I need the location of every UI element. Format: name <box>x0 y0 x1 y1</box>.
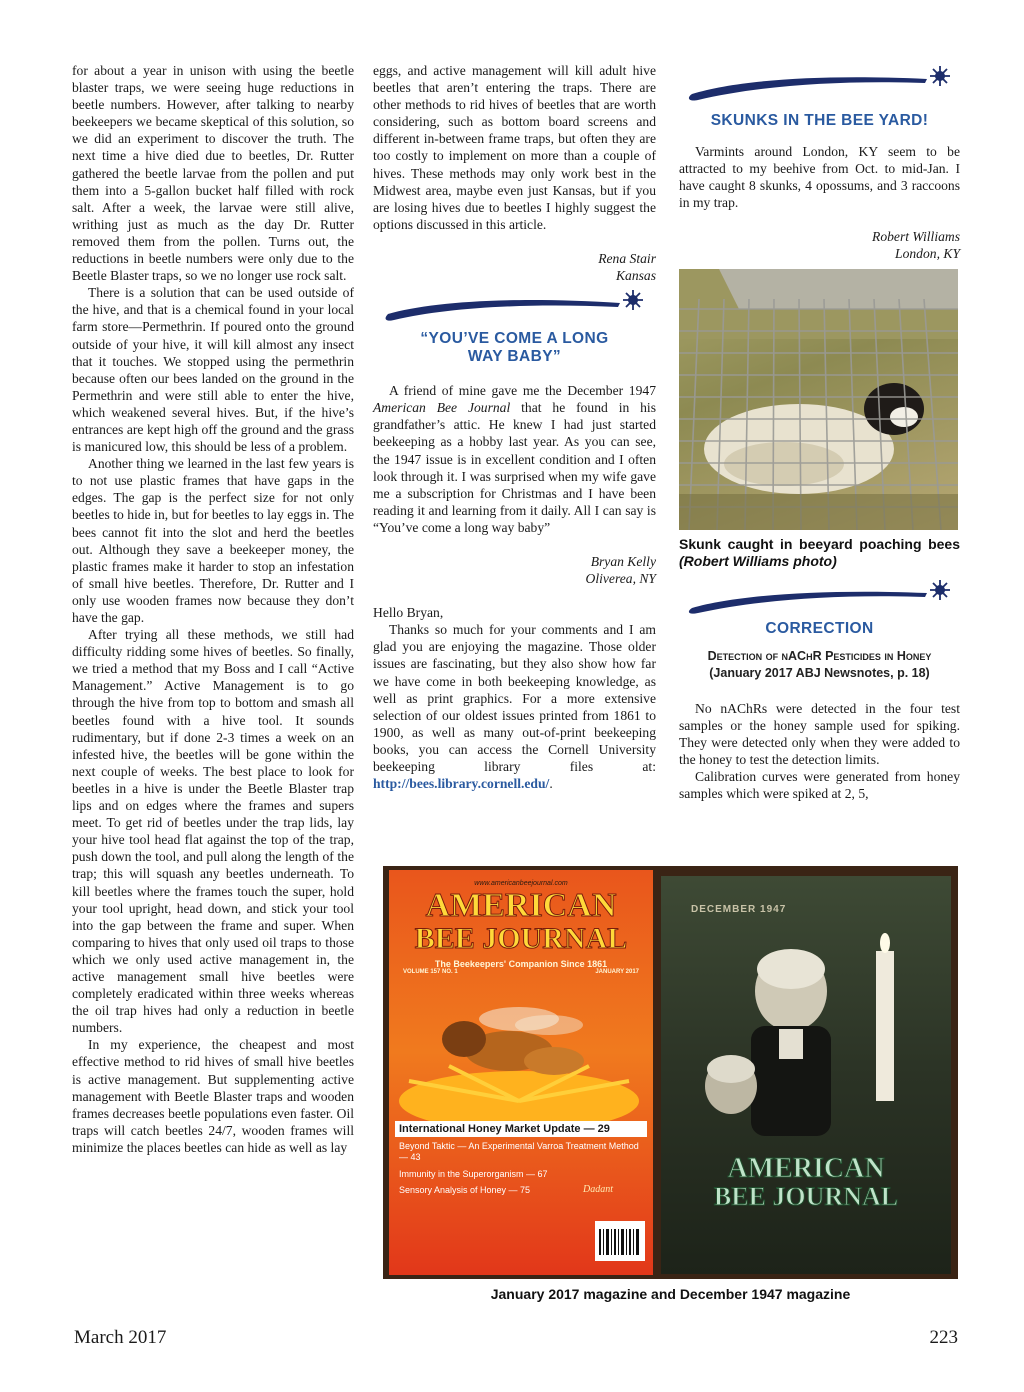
barcode-icon <box>595 1221 645 1261</box>
article-column-1 <box>72 62 354 1156</box>
article-paragraph: eggs, and active management will kill adult hive beetles that aren’t entering the traps. There are other methods to rid hives of beetles that are worth considering, such as bottom board screens and different in-between frame traps, but often they are too costly to implement on more than a couple of hives. These methods may only work best in the Midwest area, maybe even just Kansas, but if you are losing hives due to beetles I highly suggest the options discussed in this article. <box>373 63 656 232</box>
correction-title-line-1: Detection of nAChR Pesticides in Honey <box>707 648 932 663</box>
children-with-candle-photo <box>661 921 951 1161</box>
cover-title-line-2: BEE JOURNAL <box>414 922 628 955</box>
skunk-trap-illustration <box>679 269 958 530</box>
letter-paragraph: A friend of mine gave me the December 1947 American Bee Journal that he found in his grandfather’s attic. He knew I had just started beekeeping as a hobby last year. As you can see, the 1947 issue is in excellent condition and I often look through it. I was surprised when my wife gave me a subscription for Christmas and I have been reading it and learning from it daily. All I can say is “You’ve come a long way baby” <box>373 383 657 535</box>
cover-tagline: The Beekeepers' Companion Since 1861 <box>434 959 608 969</box>
cornell-library-link[interactable]: http://bees.library.cornell.edu/ <box>373 776 550 792</box>
cover-headline-2: Beyond Taktic — An Experimental Varroa Treatment Method — 43 <box>399 1141 639 1162</box>
footer-date: March 2017 <box>74 1327 167 1348</box>
article-paragraph: There is a solution that can be used outside of the hive, and that is a chemical found in your local farm store—Permethrin. If poured onto the ground outside of your hive, it will kill almost any insect that it touches. We stopped using the permethrin because often our bees landed on the ground in the Permethrin and were still able to enter the hive, which weakened several hives. But, if the hive’s entrances are kept high off the ground and the grass is manicured low, this should be less of a problem. <box>72 285 354 455</box>
cover-volume: VOLUME 157 NO. 1 <box>403 969 458 975</box>
brush-stroke-divider <box>682 578 957 618</box>
article-paragraph: In my experience, the cheapest and most effective method to rid hives of small hive beetles is active management. But supplementing active management with Beetle Blaster traps and wooden frames decreases beetle populations even faster. Oil traps will catch beetles 24/7, wooden frames will minimize the places beetles can hide as well as lay <box>72 1037 354 1155</box>
skunk-photo <box>679 269 958 530</box>
magazines-photo <box>383 866 958 1279</box>
reply-paragraph: Thanks so much for your comments and I am glad you are enjoying the magazine. Those older issues are fascinating, but they also show how far we have come in both beekeeping knowledge, as well as print graphics. For a more extensive selection of our oldest issues printed from 1861 to 1900, as well as many out-of-print beekeeping books, you can access the Cornell University beekeeping library files at: http://bees.library.cornell.edu/. <box>373 622 656 792</box>
cover-1947-title-line-2: BEE JOURNAL <box>713 1182 899 1211</box>
magazine-2017-cover <box>389 870 653 1275</box>
cover-date: JANUARY 2017 <box>595 969 639 975</box>
magazine-name: American Bee Journal <box>373 400 511 416</box>
author-location: Kansas <box>615 268 656 284</box>
article-column-2 <box>373 62 656 792</box>
letter-heading-line-1: “YOU’VE COME A LONG <box>420 330 609 348</box>
author-location: Oliverea, NY <box>585 571 656 587</box>
author-name: Robert Williams <box>872 229 960 245</box>
magazines-caption: January 2017 magazine and December 1947 magazine <box>490 1286 851 1302</box>
article-paragraph: After trying all these methods, we still had difficulty ridding some hives of beetles. So finally, we tried a method that my Boss and I call “Active Management.” Active Management is to go through the hive from top to bottom and smash all beetles found with a hive tool. It sounds rudimentary, but if done 2-3 times a week on an infested hive, the beetles will be gone within the next couple of weeks. The best place to look for beetles in a hive is under the Beetle Blaster trap lips and on edges where the frames and supers meet. To get rid of beetles under the trap lids, lay your hive tool head flat against the top of the trap, push down the tool, and pull along the length of the trap; this will squash any beetles underneath. To kill beetles where the frames touch the super, hold your tool upright, head down, and stick your tool into the gap between the frame and super. When comparing to hives that only used oil traps to those which we only used active management in, the active management small hive beetles were completely eradicated within three weeks whereas the oil trap hives had only a reduction in beetle numbers. <box>72 627 354 1036</box>
article-paragraph: for about a year in unison with using the beetle blaster traps, we were seeing huge reductions in beetle numbers. However, after talking to nearby beekeepers we became skeptical of this solution, so we did an experiment to discover the truth. The next time a hive died due to beetles, Dr. Rutter gathered the beetle larvae from the pollen and put them into a 5-gallon bucket half filled with rock salt. After a week, the larvae were still alive, writhing just as much as the day Dr. Rutter removed them from the pollen. Turns out, the reductions in beetle numbers were only due to the Beetle Blaster traps, so we no longer use rock salt. <box>72 63 354 284</box>
article-paragraph: Another thing we learned in the last few years is to not use plastic frames that have gaps in the edges. The gap is the perfect size for not only beetles to hide in, but for beetles to lay eggs in. The bees cannot fit into the slot and herd the beetles out. Although they save a beekeeper money, the plastic frames make it harder to stop an infestation of small hive beetles. Therefore, Dr. Rutter and I only use wooden frames now because they don’t have the gap. <box>72 456 354 625</box>
brush-stroke-divider <box>380 284 650 328</box>
photo-credit: (Robert Williams photo) <box>679 552 837 569</box>
skunk-paragraph: Varmints around London, KY seem to be attracted to my beehive from Oct. to mid-Jan. I have caught 8 skunks, 4 opossums, and 3 raccoons in my trap. <box>679 144 960 211</box>
cover-brand: Dadant <box>583 1184 613 1195</box>
cover-headline-1: International Honey Market Update — 29 <box>395 1121 647 1137</box>
author-name: Rena Stair <box>598 250 656 266</box>
correction-paragraph: No nAChRs were detected in the four test samples or the honey sample used for spiking. They were detected only when they were added to the honey to test the detection limits. <box>679 700 960 767</box>
bee-on-flower-illustration <box>389 981 653 1121</box>
brush-stroke-divider <box>682 62 957 106</box>
letter-heading <box>373 330 656 366</box>
photo-caption: Skunk caught in beeyard poaching bees (Robert Williams photo) <box>679 535 960 569</box>
skunk-heading: SKUNKS IN THE BEE YARD! <box>710 112 929 129</box>
cover-title-line-1: AMERICAN <box>425 887 617 924</box>
correction-title-line-2: (January 2017 ABJ Newsnotes, p. 18) <box>709 665 930 680</box>
reply-greeting: Hello Bryan, <box>373 605 444 621</box>
cover-barcode <box>595 1221 645 1261</box>
page-number: 223 <box>929 1327 958 1348</box>
article-column-3 <box>679 62 960 802</box>
cover-headline-4: Sensory Analysis of Honey — 75 <box>399 1185 531 1195</box>
author-name: Bryan Kelly <box>590 553 656 569</box>
cover-1947-date: DECEMBER 1947 <box>691 904 787 915</box>
cover-1947-title-line-1: AMERICAN <box>727 1153 885 1184</box>
correction-title <box>679 648 960 682</box>
cover-headline-3: Immunity in the Superorganism — 67 <box>399 1169 548 1179</box>
cover-issue-line <box>389 969 653 975</box>
letter-heading-line-2: WAY BABY” <box>467 348 562 366</box>
magazine-1947-cover <box>661 876 951 1274</box>
author-location: London, KY <box>895 246 960 262</box>
cover-url: www.americanbeejournal.com <box>474 880 568 887</box>
correction-heading: CORRECTION <box>765 619 874 637</box>
correction-paragraph: Calibration curves were generated from honey samples which were spiked at 2, 5, <box>679 768 960 802</box>
